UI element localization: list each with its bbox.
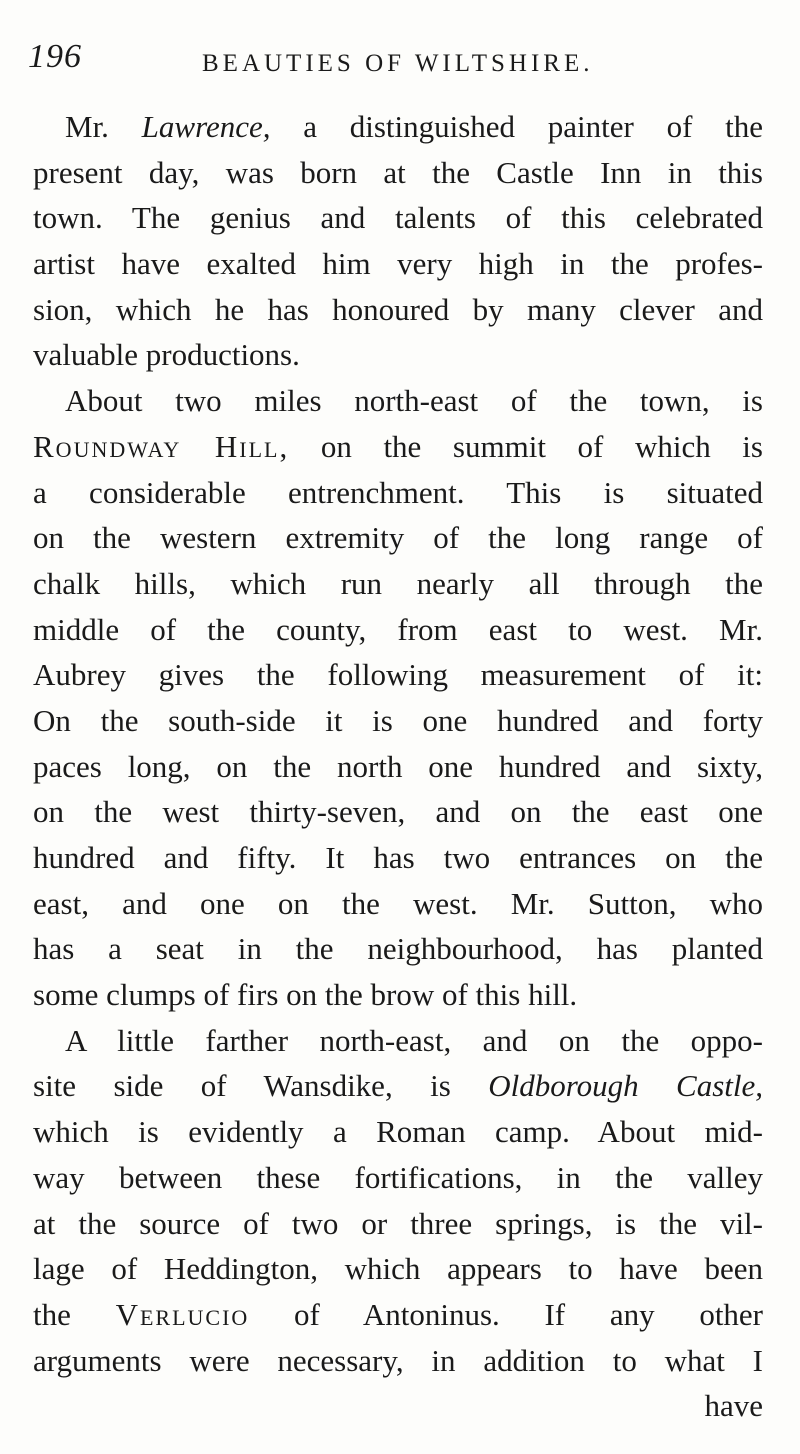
small-caps-place: Verlucio — [115, 1296, 250, 1332]
text-line: valuable productions. — [33, 337, 300, 373]
body-text — [33, 104, 763, 1429]
paragraph — [33, 104, 763, 378]
text-line: Mr. Lawrence, a distinguished painter of the — [65, 109, 763, 144]
text-line: site side of Wansdike, is Oldborough Castle, — [33, 1068, 764, 1104]
italic-place: Oldborough Castle, — [488, 1068, 764, 1104]
text-line: town. The genius and talents of this celebrated — [33, 200, 763, 236]
paragraph — [33, 378, 763, 1018]
text-line: present day, was born at the Castle Inn in this — [33, 154, 763, 190]
text-line: east, and one on the west. Mr. Sutton, who — [33, 885, 763, 921]
text-line: sion, which he has honoured by many clever and — [33, 291, 763, 327]
text-line: hundred and fifty. It has two entrances on the — [33, 840, 763, 875]
text-line: which is evidently a Roman camp. About mid- — [33, 1114, 763, 1150]
paragraph — [33, 1018, 763, 1384]
text-line: a considerable entrenchment. This is situated — [33, 474, 763, 510]
text-line: way between these fortifications, in the valley — [33, 1159, 763, 1195]
text-line: some clumps of firs on the brow of this hill. — [33, 977, 578, 1013]
running-head: BEAUTIES OF WILTSHIRE. — [202, 50, 594, 77]
text-line: Aubrey gives the following measurement of it: — [33, 657, 763, 693]
text-line: On the south-side it is one hundred and forty — [33, 702, 763, 738]
text-line: on the west thirty-seven, and on the east one — [33, 794, 763, 830]
text-line: the Verlucio of Antoninus. If any other — [33, 1296, 764, 1332]
text-line: artist have exalted him very high in the profes- — [33, 246, 763, 282]
text-line: middle of the county, from east to west. Mr. — [33, 611, 763, 647]
text-line: arguments were necessary, in addition to what I — [33, 1342, 763, 1378]
catchword: have — [704, 1388, 763, 1424]
text-line: on the western extremity of the long range of — [33, 520, 763, 556]
small-caps-place: Roundway Hill, — [33, 428, 290, 464]
text-line: A little farther north-east, and on the oppo- — [65, 1022, 763, 1058]
text-line: About two miles north-east of the town, is — [65, 383, 763, 419]
italic-name: Lawrence, — [141, 109, 271, 144]
page-number: 196 — [28, 38, 82, 75]
text-line: at the source of two or three springs, is the vil- — [33, 1205, 763, 1241]
text-line: has a seat in the neighbourhood, has planted — [33, 931, 763, 967]
text-line: paces long, on the north one hundred and sixty, — [33, 748, 763, 784]
page-header — [28, 38, 768, 88]
text-line: lage of Heddington, which appears to have been — [33, 1251, 763, 1287]
text-line: Roundway Hill, on the summit of which is — [33, 428, 763, 464]
text-line: chalk hills, which run nearly all through the — [33, 565, 763, 601]
